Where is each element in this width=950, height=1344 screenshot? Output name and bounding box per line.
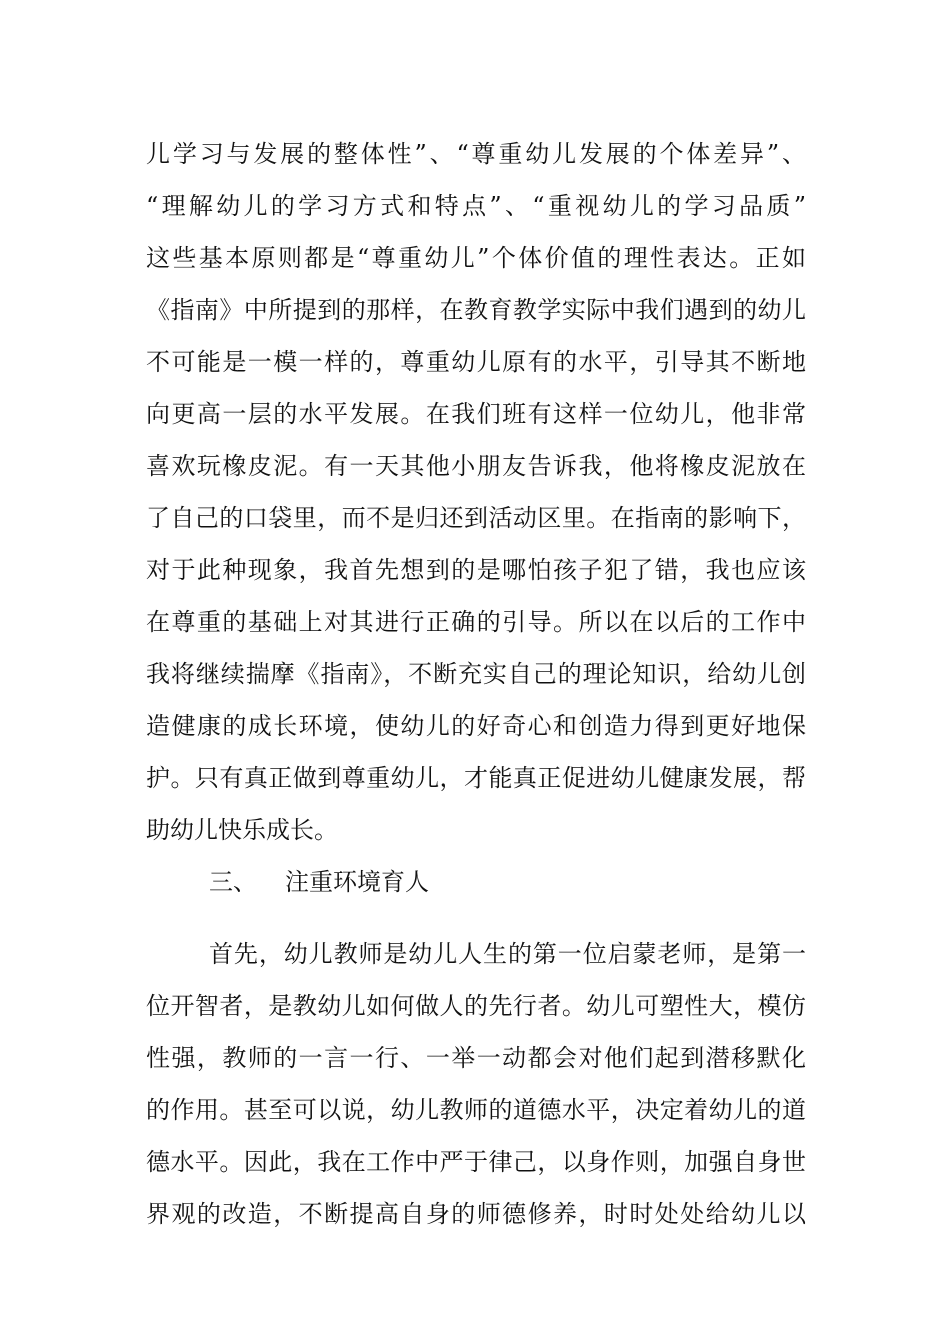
text-line: 首先，幼儿教师是幼儿人生的第一位启蒙老师，是第一 [209,940,806,968]
text-line: 喜欢玩橡皮泥。有一天其他小朋友告诉我，他将橡皮泥放在 [146,452,806,480]
text-line: 在尊重的基础上对其进行正确的引导。所以在以后的工作中 [146,608,806,636]
text-line: 儿学习与发展的整体性”、“尊重幼儿发展的个体差异”、 [146,140,806,168]
text-line: 的作用。甚至可以说，幼儿教师的道德水平，决定着幼儿的道 [146,1096,806,1124]
text-line: 造健康的成长环境，使幼儿的好奇心和创造力得到更好地保 [146,712,806,740]
text-line: 界观的改造，不断提高自身的师德修养，时时处处给幼儿以 [146,1200,806,1228]
paragraph-teacher-role [146,928,806,1240]
text-line: 了自己的口袋里，而不是归还到活动区里。在指南的影响下， [146,504,806,532]
text-line: 德水平。因此，我在工作中严于律己，以身作则，加强自身世 [146,1148,806,1176]
document-body [146,128,806,1240]
paragraph-respect-children [146,128,806,856]
text-line: 不可能是一模一样的，尊重幼儿原有的水平，引导其不断地 [146,348,806,376]
text-line: 《指南》中所提到的那样，在教育教学实际中我们遇到的幼儿 [146,296,806,324]
text-line: 位开智者，是教幼儿如何做人的先行者。幼儿可塑性大，模仿 [146,992,806,1020]
text-line: “理解幼儿的学习方式和特点”、“重视幼儿的学习品质” [146,192,806,220]
text-line: 这些基本原则都是“尊重幼儿”个体价值的理性表达。正如 [146,244,806,272]
section-title: 注重环境育人 [285,868,429,896]
text-line: 向更高一层的水平发展。在我们班有这样一位幼儿，他非常 [146,400,806,428]
section-number: 三、 [209,868,257,896]
text-line: 对于此种现象，我首先想到的是哪怕孩子犯了错，我也应该 [146,556,806,584]
section-heading [146,856,806,908]
text-line: 助幼儿快乐成长。 [146,816,338,844]
text-line: 性强，教师的一言一行、一举一动都会对他们起到潜移默化 [146,1044,806,1072]
text-line: 护。只有真正做到尊重幼儿，才能真正促进幼儿健康发展，帮 [146,764,806,792]
text-line: 我将继续揣摩《指南》，不断充实自己的理论知识，给幼儿创 [146,660,806,688]
